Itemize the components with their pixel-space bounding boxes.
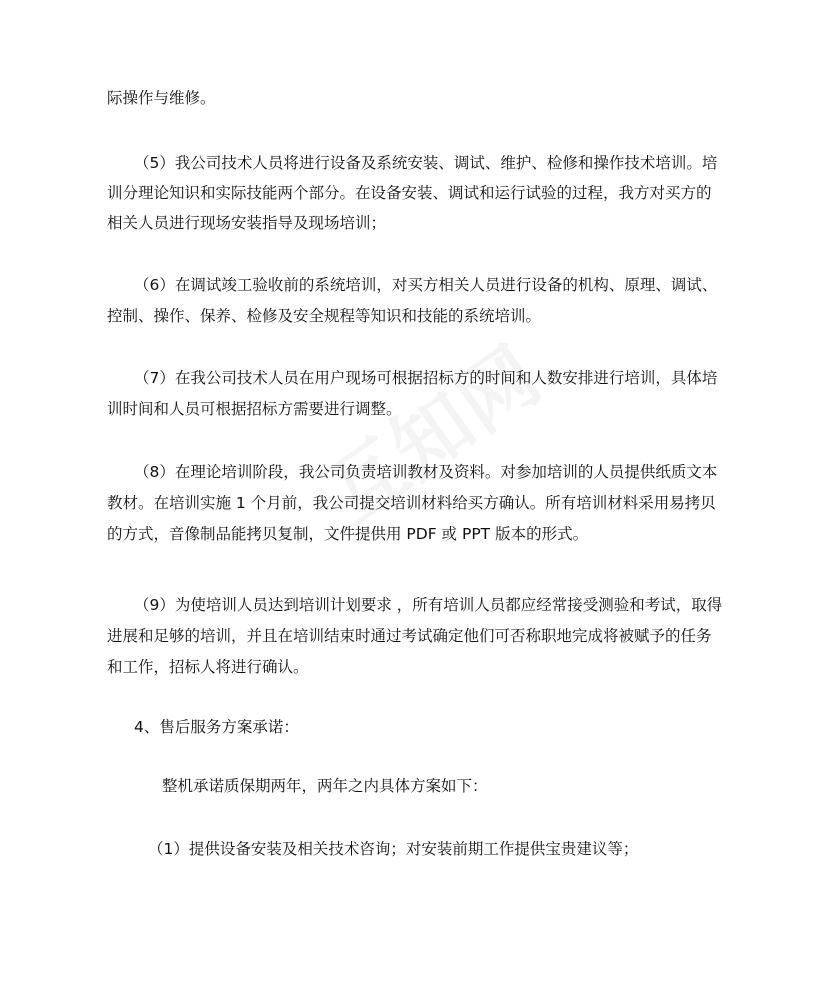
text-line: 控制、操作、保养、检修及安全规程等知识和技能的系统培训。 <box>107 307 542 325</box>
text-line: 的方式，音像制品能拷贝复制，文件提供用 PDF 或 PPT 版本的形式。 <box>107 525 589 543</box>
text-line: 教材。在培训实施 1 个月前，我公司提交培训材料给买方确认。所有培训材料采用易拷贝 <box>107 494 716 512</box>
text-line: 相关人员进行现场安装指导及现场培训； <box>107 214 387 232</box>
section-heading: 4、售后服务方案承诺： <box>134 718 299 736</box>
text-line: 际操作与维修。 <box>107 89 216 107</box>
text-line: （7）在我公司技术人员在用户现场可根据招标方的时间和人数安排进行培训，具体培 <box>134 369 718 387</box>
text-line: 整机承诺质保期两年，两年之内具体方案如下： <box>162 777 488 795</box>
text-line: 进展和足够的培训，并且在培训结束时通过考试确定他们可否称职地完成将被赋予的任务 <box>107 627 712 645</box>
text-line: （9）为使培训人员达到培训计划要求 ，所有培训人员都应经常接受测验和考试，取得 <box>134 596 723 614</box>
text-line: 和工作，招标人将进行确认。 <box>107 658 309 676</box>
text-line: （1）提供设备安装及相关技术咨询；对安装前期工作提供宝贵建议等； <box>148 840 639 858</box>
text-line: （5）我公司技术人员将进行设备及系统安装、调试、维护、检修和操作技术培训。培 <box>134 154 718 172</box>
watermark <box>249 249 611 611</box>
text-line: 训时间和人员可根据招标方需要进行调整。 <box>107 400 402 418</box>
text-line: （8）在理论培训阶段，我公司负责培训教材及资料。对参加培训的人员提供纸质文本 <box>134 463 718 481</box>
text-line: 训分理论知识和实际技能两个部分。在设备安装、调试和运行试验的过程，我方对买方的 <box>107 184 712 202</box>
text-line: （6）在调试竣工验收前的系统培训，对买方相关人员进行设备的机构、原理、调试、 <box>134 276 718 294</box>
